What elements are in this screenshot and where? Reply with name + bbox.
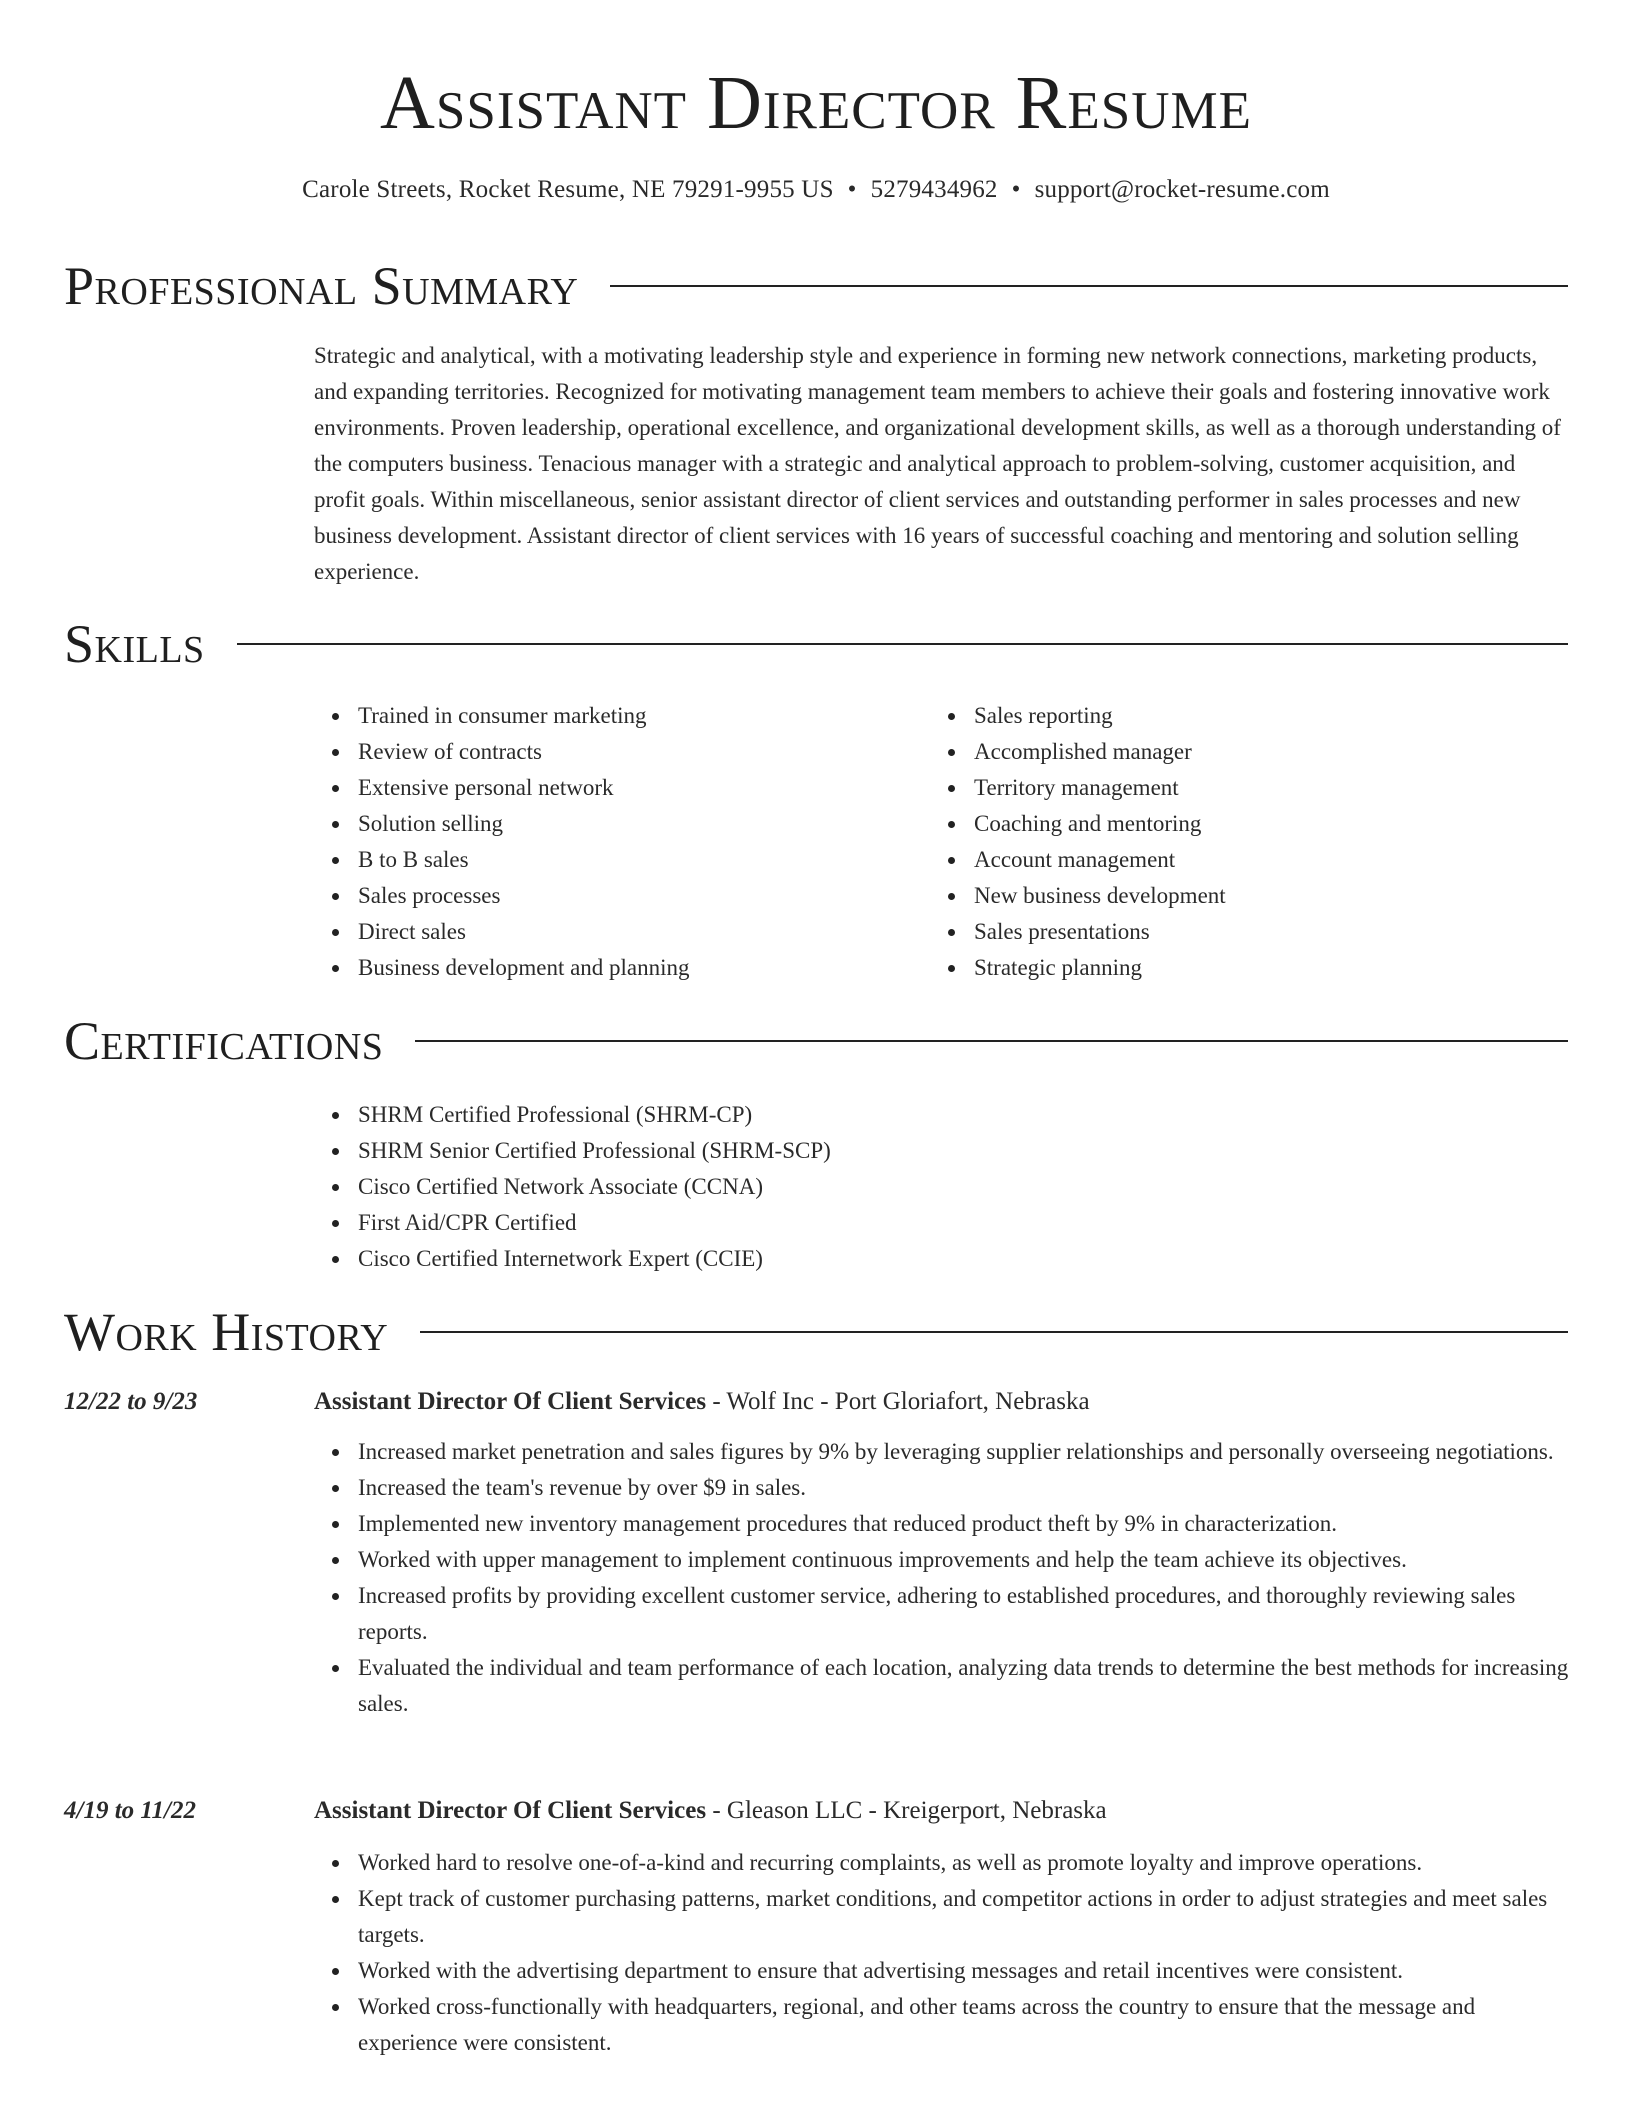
- skill-item: Strategic planning: [974, 950, 1550, 986]
- job-bullets: [314, 1434, 1570, 1722]
- job-role: Assistant Director Of Client Services: [314, 1797, 707, 1824]
- certifications-block: [314, 1097, 1314, 1277]
- skill-item: New business development: [974, 878, 1550, 914]
- job-details: - Gleason LLC - Kreigerport, Nebraska: [706, 1797, 1107, 1824]
- skill-item: Direct sales: [358, 914, 914, 950]
- job-bullet: Kept track of customer purchasing patterns, market conditions, and competitor actions in order to adjust strategies and meet sales targets.: [358, 1881, 1570, 1953]
- certification-item: SHRM Senior Certified Professional (SHRM-SCP): [358, 1133, 1314, 1169]
- skill-item: Sales reporting: [974, 698, 1550, 734]
- skill-item: Review of contracts: [358, 734, 914, 770]
- job-bullet: Worked cross-functionally with headquarters, regional, and other teams across the country to ensure that the message and experience were consistent.: [358, 1989, 1570, 2061]
- skills-list-right: [930, 698, 1550, 986]
- certification-item: Cisco Certified Internetwork Expert (CCIE): [358, 1241, 1314, 1277]
- job-bullet: Worked with the advertising department to ensure that advertising messages and retail incentives were consistent.: [358, 1953, 1570, 1989]
- skill-item: Sales presentations: [974, 914, 1550, 950]
- skills-section-header: [64, 612, 1568, 676]
- skill-item: Coaching and mentoring: [974, 806, 1550, 842]
- job-dates: 12/22 to 9/23: [64, 1388, 198, 1415]
- skills-list-left: [314, 698, 914, 986]
- contact-separator: •: [847, 176, 857, 203]
- summary-section-header: [64, 254, 1568, 318]
- certification-item: Cisco Certified Network Associate (CCNA): [358, 1169, 1314, 1205]
- certifications-section-header: [64, 1009, 1568, 1073]
- skill-item: Business development and planning: [358, 950, 914, 986]
- skills-column-left: [314, 698, 914, 986]
- job-details: - Wolf Inc - Port Gloriafort, Nebraska: [706, 1388, 1090, 1415]
- skill-item: Territory management: [974, 770, 1550, 806]
- job-role: Assistant Director Of Client Services: [314, 1388, 707, 1415]
- contact-separator: •: [1011, 176, 1021, 203]
- page-title: Assistant Director Resume: [380, 61, 1252, 145]
- skill-item: Trained in consumer marketing: [358, 698, 914, 734]
- skill-item: Account management: [974, 842, 1550, 878]
- job-bullet-list: [314, 1434, 1570, 1722]
- certifications-list: [314, 1097, 1314, 1277]
- section-divider: [420, 1331, 1568, 1333]
- job-bullet-list: [314, 1845, 1570, 2061]
- certifications-heading: Certifications: [64, 1011, 384, 1071]
- section-divider: [415, 1040, 1568, 1042]
- skill-item: Solution selling: [358, 806, 914, 842]
- summary-text: Strategic and analytical, with a motivating leadership style and experience in forming new network connections, marketing products, and expanding territories. Recognized for motivating management team members to achieve their goals and fostering innovative work environments. Proven leadership, operational excellence, and organizational development skills, as well as a thorough understanding of the computers business. Tenacious manager with a strategic and analytical approach to problem-solving, customer acquisition, and profit goals. Within miscellaneous, senior assistant director of client services and outstanding performer in sales processes and new business development. Assistant director of client services with 16 years of successful coaching and mentoring and solution selling experience.: [314, 343, 1561, 584]
- section-divider: [610, 285, 1568, 287]
- certification-item: First Aid/CPR Certified: [358, 1205, 1314, 1241]
- skill-item: Accomplished manager: [974, 734, 1550, 770]
- job-bullet: Increased profits by providing excellent customer service, adhering to established procedures, and thoroughly reviewing sales reports.: [358, 1578, 1570, 1650]
- skill-item: Extensive personal network: [358, 770, 914, 806]
- contact-email: support@rocket-resume.com: [1034, 176, 1330, 203]
- job-heading: [314, 1384, 1090, 1420]
- job-bullet: Evaluated the individual and team performance of each location, analyzing data trends to determine the best methods for increasing sales.: [358, 1650, 1570, 1722]
- job-bullets: [314, 1845, 1570, 2061]
- skills-heading: Skills: [64, 614, 205, 674]
- contact-phone: 5279434962: [870, 176, 998, 203]
- work-history-heading: Work History: [64, 1302, 389, 1362]
- job-bullet: Implemented new inventory management procedures that reduced product theft by 9% in characterization.: [358, 1506, 1570, 1542]
- certification-item: SHRM Certified Professional (SHRM-CP): [358, 1097, 1314, 1133]
- section-divider: [237, 643, 1568, 645]
- work-history-section-header: [64, 1300, 1568, 1364]
- summary-heading: Professional Summary: [64, 256, 579, 316]
- skills-column-right: [930, 698, 1550, 986]
- contact-line: [0, 174, 1632, 206]
- job-bullet: Worked hard to resolve one-of-a-kind and recurring complaints, as well as promote loyalty and improve operations.: [358, 1845, 1570, 1881]
- contact-address: Carole Streets, Rocket Resume, NE 79291-9955 US: [302, 176, 834, 203]
- job-bullet: Worked with upper management to implement continuous improvements and help the team achieve its objectives.: [358, 1542, 1570, 1578]
- skill-item: Sales processes: [358, 878, 914, 914]
- skill-item: B to B sales: [358, 842, 914, 878]
- job-heading: [314, 1793, 1107, 1829]
- job-dates: 4/19 to 11/22: [64, 1797, 196, 1824]
- job-bullet: Increased the team's revenue by over $9 in sales.: [358, 1470, 1570, 1506]
- job-bullet: Increased market penetration and sales figures by 9% by leveraging supplier relationships and personally overseeing negotiations.: [358, 1434, 1570, 1470]
